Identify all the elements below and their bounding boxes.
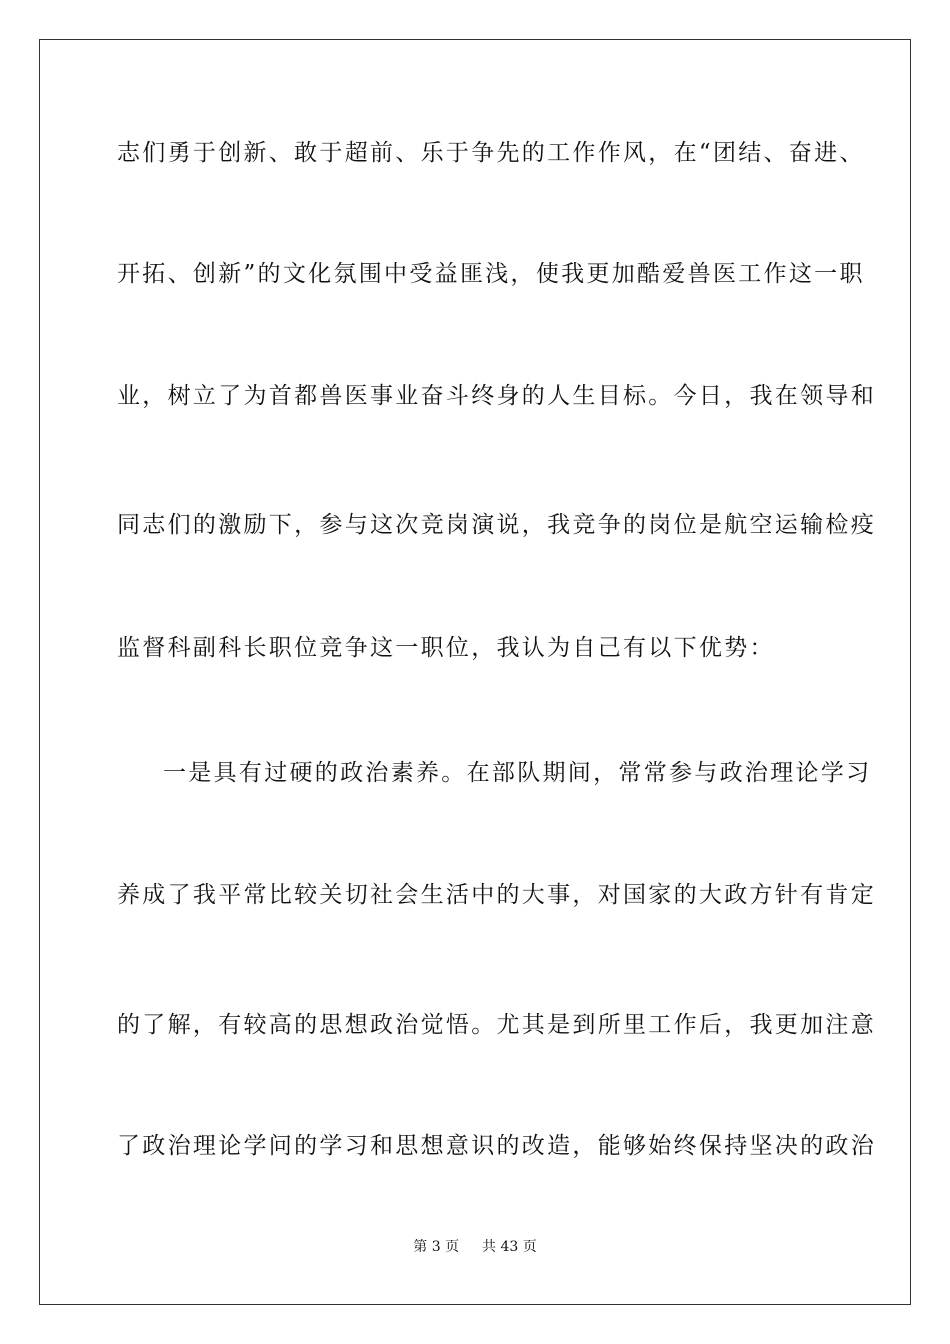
body-text-line-4: 同志们的激励下，参与这次竞岗演说，我竞争的岗位是航空运输检疫: [117, 512, 876, 538]
body-text-line-2: 开拓、创新”的文化氛围中受益匪浅，使我更加酷爱兽医工作这一职: [117, 261, 865, 287]
page-border: [39, 39, 911, 1305]
total-pages: 共 43 页: [482, 1239, 537, 1255]
paragraph-start-line: 一是具有过硬的政治素养。在部队期间，常常参与政治理论学习: [163, 760, 872, 786]
page-footer: [0, 1238, 950, 1256]
page-number: 第 3 页: [413, 1239, 460, 1255]
body-text-line-9: 了政治理论学问的学习和思想意识的改造，能够始终保持坚决的政治: [117, 1133, 876, 1159]
body-text-line-1: 志们勇于创新、敢于超前、乐于争先的工作作风，在“团结、奋进、: [117, 140, 865, 166]
body-text-line-5: 监督科副科长职位竞争这一职位，我认为自己有以下优势：: [117, 635, 775, 661]
body-text-line-7: 养成了我平常比较关切社会生活中的大事，对国家的大政方针有肯定: [117, 882, 876, 908]
body-text-line-3: 业，树立了为首都兽医事业奋斗终身的人生目标。今日，我在领导和: [117, 383, 876, 409]
body-text-line-8: 的了解，有较高的思想政治觉悟。尤其是到所里工作后，我更加注意: [117, 1012, 876, 1038]
